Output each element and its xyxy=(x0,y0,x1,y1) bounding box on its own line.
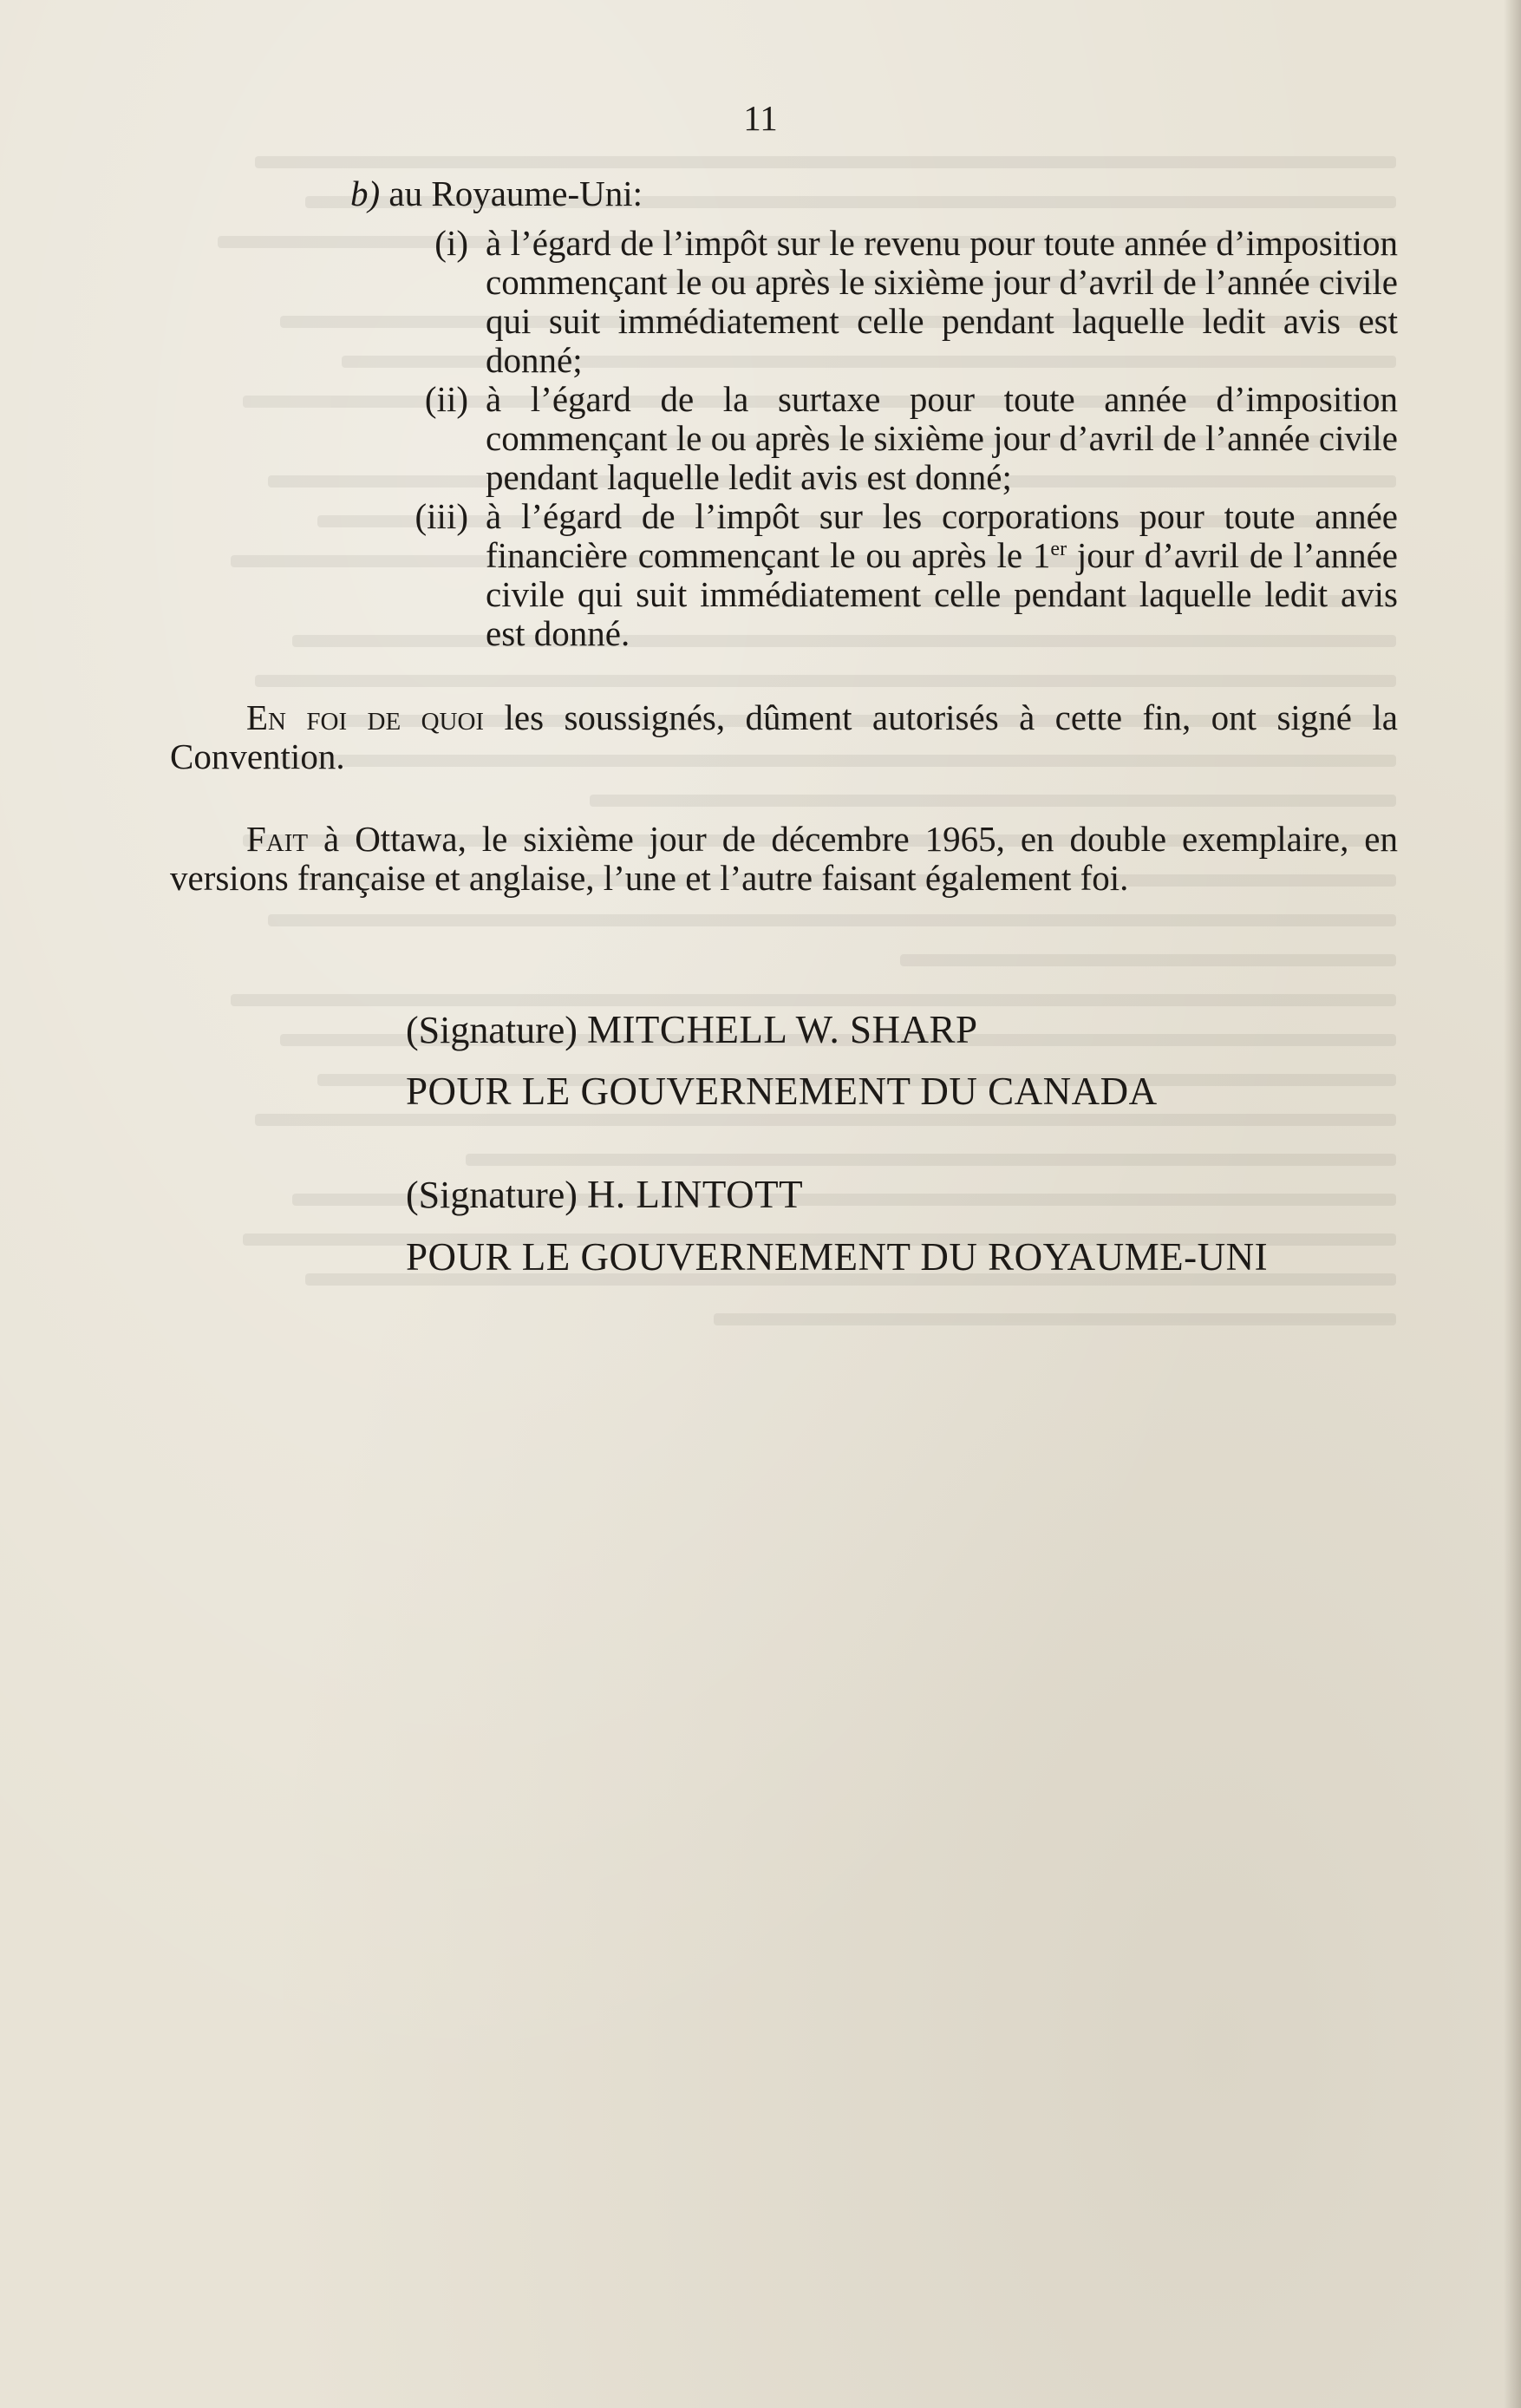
item-iii-text-after: jour d’avril de l’année civile qui suit immédiatement celle pendant laquelle ledit avis est donné. xyxy=(486,535,1399,653)
item-i-label: (i) xyxy=(434,223,468,263)
signature-2-name: H. LINTOTT xyxy=(586,1173,804,1216)
section-b-title: au Royaume-Uni: xyxy=(388,173,643,213)
item-iii-superscript: er xyxy=(1050,538,1067,560)
item-ii-text: à l’égard de la surtaxe pour toute année d’imposition commençant le ou après le sixième jour d’avril de l’année civile pendant laquelle ledit avis est donné; xyxy=(486,379,1398,497)
signature-1-name: MITCHELL W. SHARP xyxy=(586,1008,978,1051)
done-at-text: à Ottawa, le sixième jour de décembre 1965, en double exemplaire, en versions française et anglaise, l’une et l’autre faisant également foi. xyxy=(170,819,1398,898)
section-b-heading xyxy=(350,173,643,213)
page-number: 11 xyxy=(743,98,778,138)
signature-1-on-behalf xyxy=(406,1070,1158,1114)
item-iii-text-before: à l’égard de l’impôt sur les corporations pour toute année financière commençant le ou après le 1 xyxy=(486,496,1398,575)
witness-lead: En foi de quoi xyxy=(246,697,485,737)
item-iii-label: (iii) xyxy=(415,496,468,536)
signature-2-on-behalf xyxy=(406,1235,1268,1279)
signature-2-prefix: (Signature) xyxy=(406,1174,578,1216)
signature-1-on-behalf-text: POUR LE GOUVERNEMENT DU CANADA xyxy=(406,1070,1158,1113)
signature-1-line xyxy=(406,1008,978,1052)
done-at-lead: Fait xyxy=(246,819,309,859)
witness-text: les soussignés, dûment autorisés à cette fin, ont signé la Convention. xyxy=(170,697,1399,776)
signature-2-on-behalf-text: POUR LE GOUVERNEMENT DU ROYAUME-UNI xyxy=(406,1235,1269,1279)
item-iii-text xyxy=(486,497,1398,653)
witness-paragraph xyxy=(170,698,1398,776)
item-i-text: à l’égard de l’impôt sur le revenu pour toute année d’imposition commençant le ou après le sixième jour d’avril de l’année civile qui suit immédiatement celle pendant laquelle ledit avis est donné; xyxy=(486,223,1398,380)
done-at-paragraph xyxy=(170,820,1398,898)
signature-1-prefix: (Signature) xyxy=(406,1009,578,1051)
item-ii-label: (ii) xyxy=(424,379,468,419)
section-b-label: b) xyxy=(350,173,381,213)
signature-2-line xyxy=(406,1173,803,1217)
